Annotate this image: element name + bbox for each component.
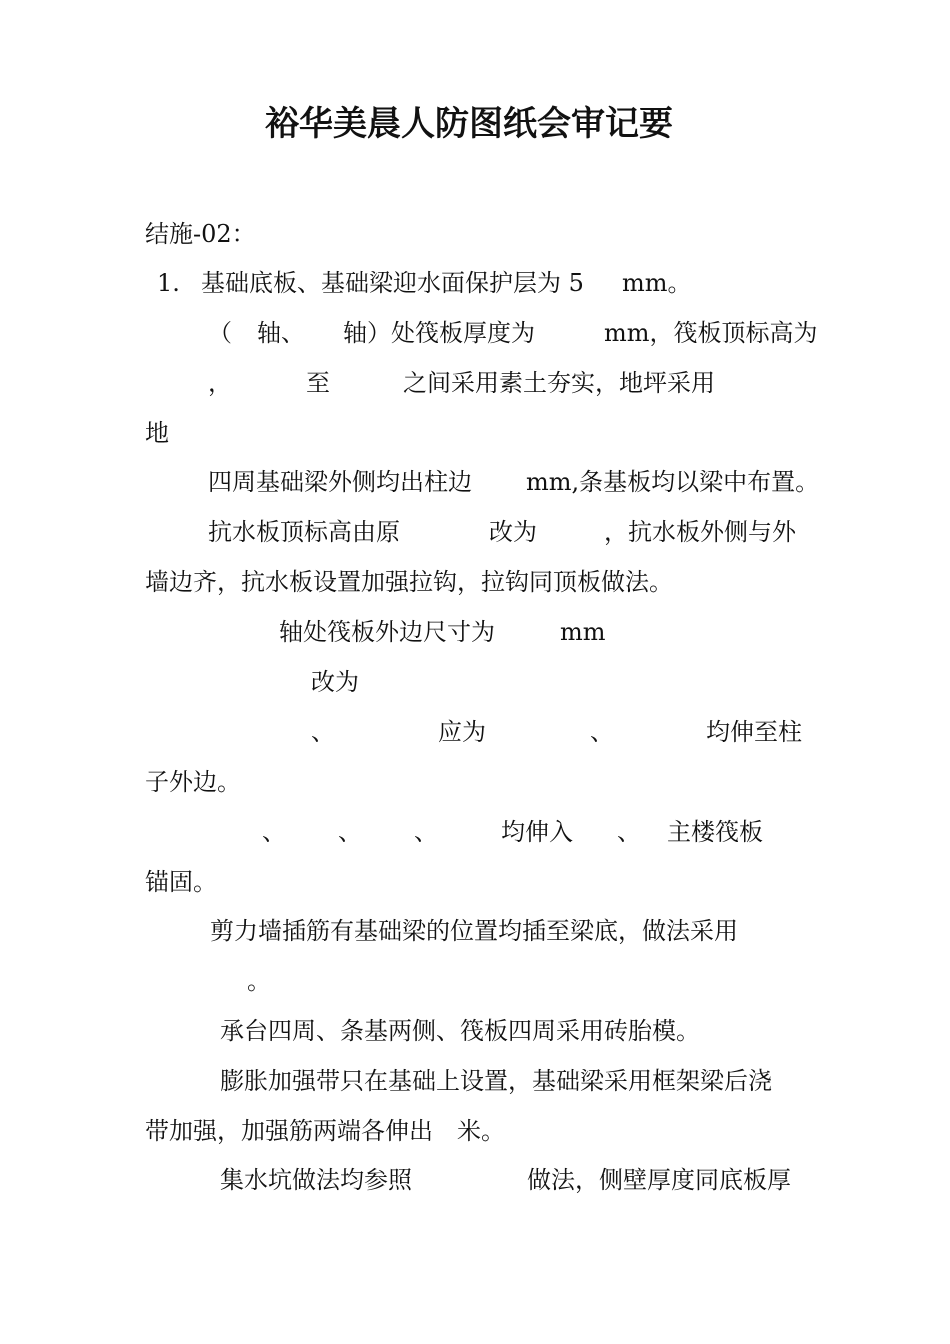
text-line: 基础底板、基础梁迎水面保护层为 5 (201, 269, 584, 297)
text-line: 、 (617, 818, 641, 846)
text-line: 子外边。 (145, 768, 241, 796)
text-line: 承台四周、条基两侧、筏板四周采用砖胎模。 (220, 1017, 700, 1045)
text-line: 之间采用素土夯实，地坪采用 (403, 369, 715, 397)
text-line: mm,条基板均以梁中布置。 (526, 468, 820, 496)
text-line: 剪力墙插筋有基础梁的位置均插至梁底，做法采用 (210, 917, 738, 945)
text-line: 。 (247, 967, 271, 995)
text-line: 膨胀加强带只在基础上设置，基础梁采用框架梁后浇 (220, 1067, 772, 1095)
text-line: 抗水板顶标高由原 (208, 518, 400, 546)
text-line: 均伸至柱 (706, 718, 802, 746)
text-line: 至 (306, 369, 330, 397)
text-line: 、 (590, 718, 614, 746)
text-line: 轴、 (257, 319, 305, 347)
text-line: 做法，侧壁厚度同底板厚 (527, 1166, 791, 1194)
text-line: 带加强，加强筋两端各伸出 米。 (145, 1117, 505, 1145)
page-title: 裕华美晨人防图纸会审记要 (265, 104, 673, 144)
text-line: 轴）处筏板厚度为 (343, 319, 535, 347)
text-line: 轴处筏板外边尺寸为 (279, 618, 495, 646)
text-line: 地 (145, 419, 169, 447)
text-line: ， (208, 369, 232, 397)
text-line: 、 (338, 818, 362, 846)
text-line: 锚固。 (145, 868, 217, 896)
text-line: 集水坑做法均参照 (220, 1166, 412, 1194)
text-line: 应为 (438, 718, 486, 746)
text-line: 、 (414, 818, 438, 846)
text-line: ，抗水板外侧与外 (604, 518, 796, 546)
text-line: 主楼筏板 (667, 818, 763, 846)
text-line: 四周基础梁外侧均出柱边 (208, 468, 472, 496)
text-line: mm，筏板顶标高为 (604, 319, 818, 347)
text-line: 墙边齐，抗水板设置加强拉钩，拉钩同顶板做法。 (145, 568, 673, 596)
text-line: （ (208, 319, 232, 347)
text-line: mm。 (622, 269, 692, 297)
text-line: 、 (311, 718, 335, 746)
list-number: 1. (157, 269, 180, 297)
text-line: mm (560, 618, 606, 646)
text-line: 改为 (311, 668, 359, 696)
text-line: 、 (262, 818, 286, 846)
text-line: 均伸入 (501, 818, 573, 846)
section-label: 结施-02： (145, 220, 256, 248)
text-line: 改为 (489, 518, 537, 546)
